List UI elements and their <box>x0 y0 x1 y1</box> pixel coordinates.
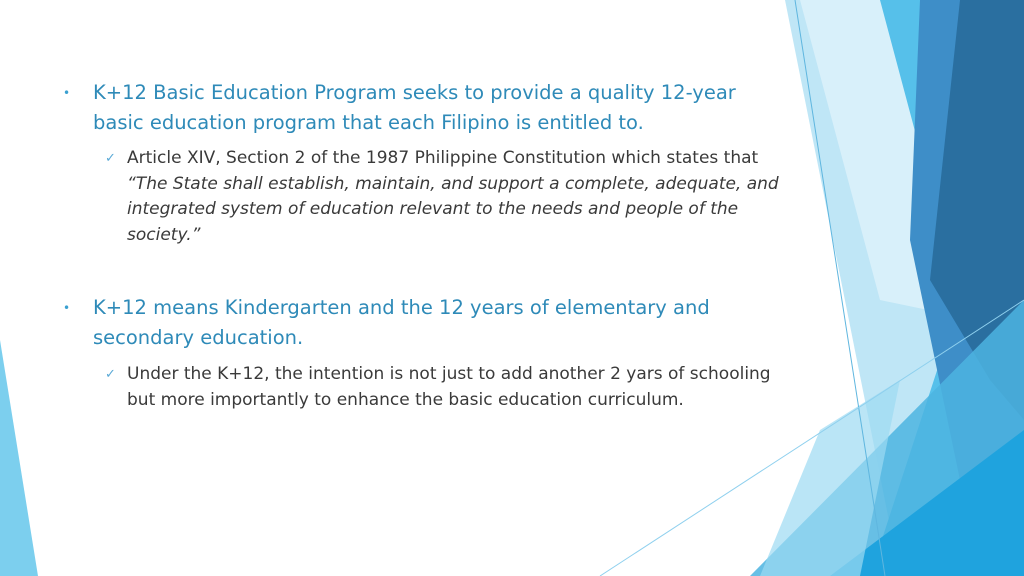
subpoint-quote: “The State shall establish, maintain, and support a complete, adequate, and integrated system of education relevant to the needs and people of the society.” <box>127 173 779 245</box>
bullet-marker: • <box>63 301 71 315</box>
subpoint-1 <box>105 146 787 248</box>
bullet-marker: • <box>63 86 71 100</box>
subpoint-text: Article XIV, Section 2 of the 1987 Philippine Constitution which states that <box>127 148 759 168</box>
bullet-1 <box>63 78 783 138</box>
checkmark-icon: ✓ <box>105 367 116 382</box>
subpoint-2 <box>105 362 787 413</box>
bullet-2 <box>63 293 783 353</box>
checkmark-icon: ✓ <box>105 151 116 166</box>
bullet-text: K+12 means Kindergarten and the 12 years of elementary and secondary education. <box>93 296 710 349</box>
subpoint-text: Under the K+12, the intention is not just to add another 2 yars of schooling but more importantly to enhance the basic education curriculum. <box>127 364 771 410</box>
bullet-text: K+12 Basic Education Program seeks to provide a quality 12-year basic education program that each Filipino is entitled to. <box>93 81 736 134</box>
